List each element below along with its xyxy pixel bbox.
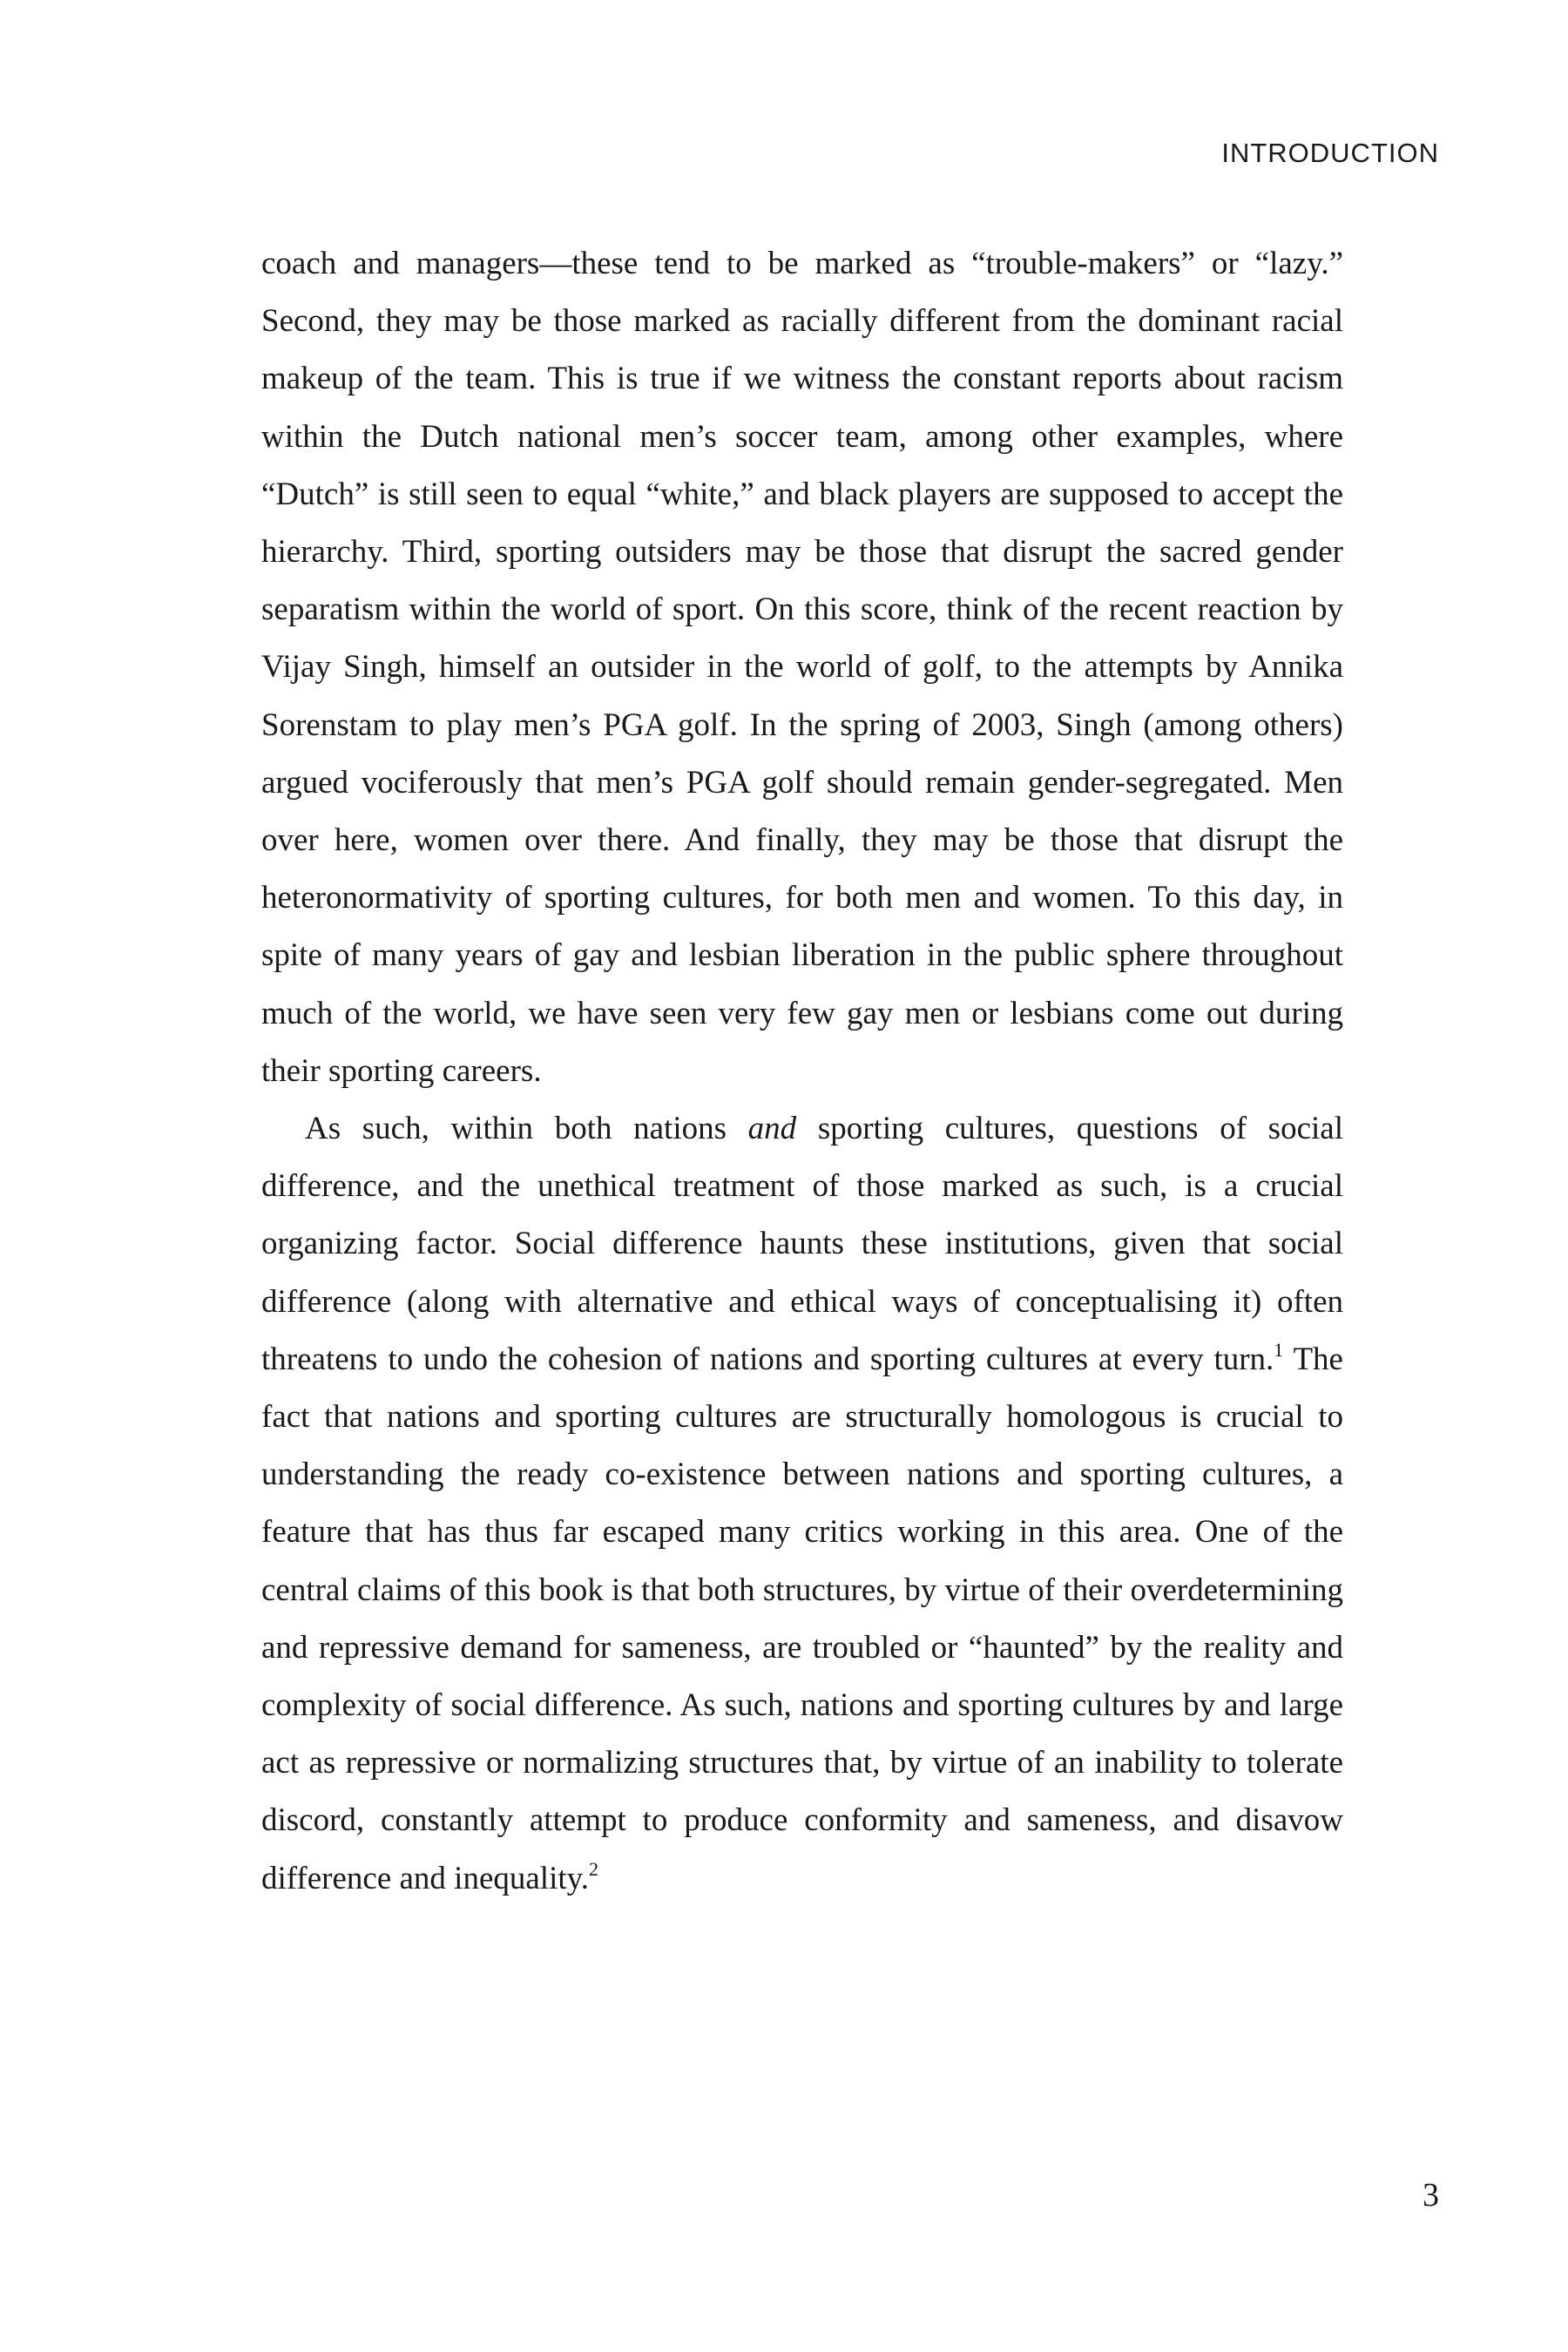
emphasis-text: and — [747, 1111, 797, 1147]
footnote-marker[interactable]: 1 — [1274, 1338, 1284, 1361]
page-number: 3 — [1423, 2177, 1439, 2213]
paragraph-text: sporting cultures, questions of social difference, and the unethical treatment of those marked as such, is a crucial organizing factor. Social difference haunts these institutions, given that social difference (along with alternative and ethical ways of conceptualising it) often threatens to undo the cohesion of nations and sporting cultures at every turn. — [261, 1111, 1343, 1377]
body-text — [261, 235, 1343, 1908]
paragraph: coach and managers—these tend to be marked as “trouble-makers” or “lazy.” Second, they may be those marked as racially different from the dominant racial makeup of the team. This is true if we witness the constant reports about racism within the Dutch national men’s soccer team, among other examples, where “Dutch” is still seen to equal “white,” and black players are supposed to accept the hierarchy. Third, sporting outsiders may be those that disrupt the sacred gender separatism within the world of sport. On this score, think of the recent reaction by Vijay Singh, himself an outsider in the world of golf, to the attempts by Annika Sorenstam to play men’s PGA golf. In the spring of 2003, Singh (among others) argued vociferously that men’s PGA golf should remain gender-segregated. Men over here, women over there. And finally, they may be those that disrupt the heteronormativity of sporting cultures, for both men and women. To this day, in spite of many years of gay and lesbian liberation in the public sphere throughout much of the world, we have seen very few gay men or lesbians come out during their sporting careers. — [261, 246, 1343, 1089]
paragraph — [261, 1100, 1343, 1908]
running-head: INTRODUCTION — [1221, 138, 1439, 168]
footnote-marker[interactable]: 2 — [589, 1857, 598, 1880]
paragraph-text: As such, within both nations — [305, 1111, 748, 1147]
paragraph-text: The fact that nations and sporting cultures are structurally homologous is crucial to understanding the ready co-existence between nations and sporting cultures, a feature that has thus far escaped many critics working in this area. One of the central claims of this book is that both structures, by virtue of their overdetermining and repressive demand for sameness, are troubled or “haunted” by the reality and complexity of social difference. As such, nations and sporting cultures by and large act as repressive or normalizing structures that, by virtue of an inability to tolerate discord, constantly attempt to produce conformity and sameness, and disavow difference and inequality. — [261, 1341, 1343, 1896]
